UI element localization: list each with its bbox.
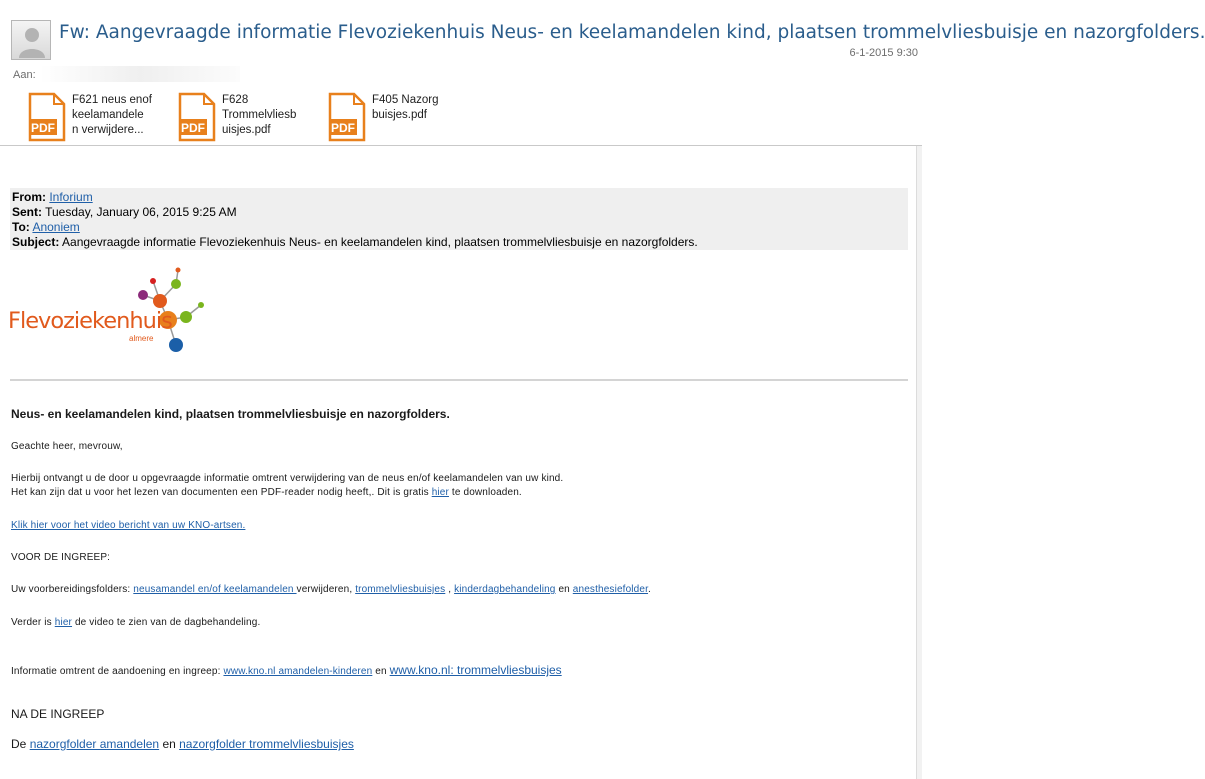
kno-trommelvliesbuisjes-link[interactable]: www.kno.nl: trommelvliesbuisjes bbox=[389, 663, 562, 677]
video-dagbehandeling-line: Verder is hier de video te zien van de dagbehandeling. bbox=[11, 617, 261, 628]
svg-text:PDF: PDF bbox=[31, 121, 55, 135]
greeting: Geachte heer, mevrouw, bbox=[11, 441, 123, 452]
attachment-name: F405 Nazorg buisjes.pdf bbox=[372, 94, 439, 121]
from-line: From: Inforium bbox=[12, 190, 93, 204]
video-message-line bbox=[11, 520, 245, 531]
svg-text:PDF: PDF bbox=[331, 121, 355, 135]
message-subject: Fw: Aangevraagde informatie Flevoziekenhuis Neus- en keelamandelen kind, plaatsen trommelvliesbuisje en nazorgfolders. bbox=[59, 22, 1205, 43]
video-message-link[interactable]: Klik hier voor het video bericht van uw KNO-artsen. bbox=[11, 520, 246, 531]
kinderdagbehandeling-link[interactable]: kinderdagbehandeling bbox=[454, 584, 556, 595]
svg-text:PDF: PDF bbox=[181, 121, 205, 135]
to-line: To: Anoniem bbox=[12, 220, 80, 234]
aftercare-line: De nazorgfolder amandelen en nazorgfolder trommelvliesbuisjes bbox=[11, 737, 354, 751]
logo-subtitle: almere bbox=[129, 334, 154, 343]
attachment-f405[interactable] bbox=[328, 90, 468, 144]
subject-line: Subject: Aangevraagde informatie Flevoziekenhuis Neus- en keelamandelen kind, plaatsen trommelvliesbuisje en nazorgfolders. bbox=[12, 235, 698, 249]
after-title: NA DE INGREEP bbox=[11, 707, 105, 721]
video-dagbehandeling-link[interactable]: hier bbox=[54, 617, 73, 628]
to-link[interactable]: Anoniem bbox=[32, 220, 80, 234]
attachment-f621[interactable] bbox=[28, 90, 168, 144]
forwarded-header bbox=[10, 188, 908, 250]
message-heading: Neus- en keelamandelen kind, plaatsen trommelvliesbuisje en nazorgfolders. bbox=[11, 407, 450, 421]
kno-amandelen-link[interactable]: www.kno.nl amandelen-kinderen bbox=[223, 666, 373, 677]
intro-line-2: Het kan zijn dat u voor het lezen van documenten een PDF-reader nodig heeft,. Dit is gratis hier te downloaden. bbox=[11, 487, 522, 498]
amandelen-folder-link[interactable]: neusamandel en/of keelamandelen bbox=[133, 584, 297, 595]
message-date: 6-1-2015 9:30 bbox=[849, 47, 918, 59]
recipient-redacted bbox=[40, 66, 240, 82]
pdf-icon bbox=[178, 92, 216, 142]
intro-line-1: Hierbij ontvangt u de door u opgevraagde informatie omtrent verwijdering van de neus en/of keelamandelen van uw kind. bbox=[11, 473, 564, 484]
message-header bbox=[0, 0, 1205, 146]
sent-line: Sent: Tuesday, January 06, 2015 9:25 AM bbox=[12, 205, 237, 219]
pdf-icon bbox=[28, 92, 66, 142]
sender-avatar[interactable] bbox=[11, 20, 51, 60]
nazorg-amandelen-link[interactable]: nazorgfolder amandelen bbox=[29, 737, 160, 751]
prep-folders-line: Uw voorbereidingsfolders: neusamandel en/of keelamandelen verwijderen, trommelvliesbuisjes , kinderdagbehandeling en anesthesiefolder. bbox=[11, 584, 651, 595]
message-body bbox=[0, 147, 922, 779]
logo-wordmark: Flevoziekenhuis bbox=[8, 308, 172, 334]
info-line: Informatie omtrent de aandoening en ingreep: www.kno.nl amandelen-kinderen en www.kno.nl: trommelvliesbuisjes bbox=[11, 663, 562, 677]
trommelvliesbuisjes-link[interactable]: trommelvliesbuisjes bbox=[355, 584, 446, 595]
to-label: Aan: bbox=[13, 69, 36, 81]
anesthesiefolder-link[interactable]: anesthesiefolder bbox=[572, 584, 649, 595]
divider bbox=[10, 379, 908, 381]
attachment-name: F628 Trommelvliesb uisjes.pdf bbox=[222, 94, 297, 136]
attachment-f628[interactable] bbox=[178, 90, 318, 144]
from-link[interactable]: Inforium bbox=[49, 190, 93, 204]
pdf-reader-link[interactable]: hier bbox=[431, 487, 449, 498]
attachment-name: F621 neus enof keelamandele n verwijdere... bbox=[72, 94, 152, 136]
pdf-icon bbox=[328, 92, 366, 142]
nazorg-trommelvliesbuisjes-link[interactable]: nazorgfolder trommelvliesbuisjes bbox=[179, 737, 354, 751]
flevoziekenhuis-logo bbox=[8, 265, 218, 355]
before-title: VOOR DE INGREEP: bbox=[11, 552, 111, 563]
person-icon bbox=[16, 24, 48, 58]
